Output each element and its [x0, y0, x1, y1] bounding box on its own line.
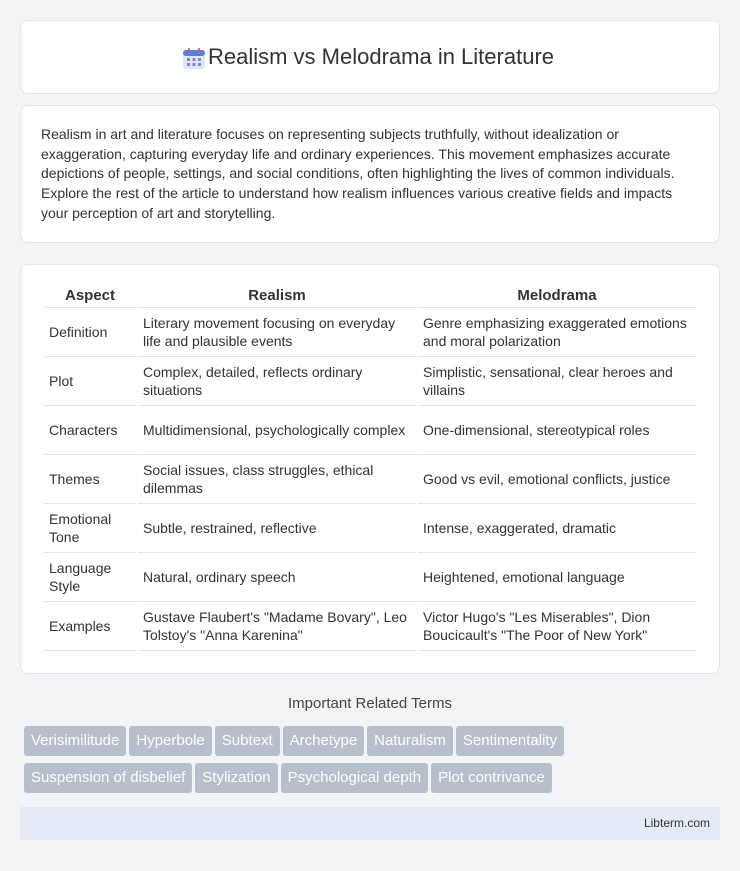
- calendar-icon: [181, 47, 207, 71]
- cell-aspect: Emotional Tone: [44, 504, 136, 553]
- table-row: [44, 406, 696, 455]
- related-term-tag[interactable]: Psychological depth: [281, 763, 428, 793]
- related-terms-list: [24, 726, 724, 800]
- cell-realism: Subtle, restrained, reflective: [138, 504, 416, 553]
- header-realism: Realism: [138, 283, 416, 308]
- table-row: [44, 308, 696, 357]
- table-row: [44, 357, 696, 406]
- cell-melodrama: Intense, exaggerated, dramatic: [418, 504, 696, 553]
- cell-melodrama: Victor Hugo's "Les Miserables", Dion Boucicault's "The Poor of New York": [418, 602, 696, 651]
- related-term-tag[interactable]: Subtext: [215, 726, 280, 756]
- cell-melodrama: Good vs evil, emotional conflicts, justice: [418, 455, 696, 504]
- related-term-tag[interactable]: Plot contrivance: [431, 763, 552, 793]
- cell-realism: Literary movement focusing on everyday life and plausible events: [138, 308, 416, 357]
- cell-realism: Complex, detailed, reflects ordinary situations: [138, 357, 416, 406]
- related-term-tag[interactable]: Verisimilitude: [24, 726, 126, 756]
- intro-card: [20, 105, 720, 243]
- header-aspect: Aspect: [44, 283, 136, 308]
- comparison-table: [42, 283, 698, 651]
- cell-aspect: Examples: [44, 602, 136, 651]
- table-row: [44, 553, 696, 602]
- cell-aspect: Language Style: [44, 553, 136, 602]
- cell-aspect: Definition: [44, 308, 136, 357]
- header-melodrama: Melodrama: [418, 283, 696, 308]
- related-term-tag[interactable]: Suspension of disbelief: [24, 763, 192, 793]
- related-term-tag[interactable]: Archetype: [283, 726, 365, 756]
- table-row: [44, 455, 696, 504]
- related-term-tag[interactable]: Naturalism: [367, 726, 453, 756]
- comparison-card: [20, 264, 720, 674]
- table-row: [44, 504, 696, 553]
- footer-site-link[interactable]: Libterm.com: [643, 816, 710, 830]
- table-row: [44, 602, 696, 651]
- cell-aspect: Plot: [44, 357, 136, 406]
- related-term-tag[interactable]: Hyperbole: [129, 726, 211, 756]
- related-term-tag[interactable]: Stylization: [195, 763, 277, 793]
- related-terms-title: Important Related Terms: [288, 695, 452, 712]
- cell-realism: Social issues, class struggles, ethical dilemmas: [138, 455, 416, 504]
- cell-melodrama: Simplistic, sensational, clear heroes and villains: [418, 357, 696, 406]
- cell-aspect: Characters: [44, 406, 136, 455]
- title-card: [20, 20, 720, 94]
- cell-melodrama: One-dimensional, stereotypical roles: [418, 406, 696, 455]
- cell-realism: Multidimensional, psychologically complex: [138, 406, 416, 455]
- table-header-row: [44, 283, 696, 308]
- cell-realism: Gustave Flaubert's "Madame Bovary", Leo Tolstoy's "Anna Karenina": [138, 602, 416, 651]
- page-title: Realism vs Melodrama in Literature: [207, 44, 555, 69]
- cell-realism: Natural, ordinary speech: [138, 553, 416, 602]
- footer: [20, 807, 720, 840]
- cell-melodrama: Heightened, emotional language: [418, 553, 696, 602]
- related-term-tag[interactable]: Sentimentality: [456, 726, 564, 756]
- intro-text: Realism in art and literature focuses on representing subjects truthfully, without idealization or exaggeration, capturing everyday life and ordinary experiences. This movement emphasizes accurate depictions of people, settings, and social conditions, often highlighting the lives of common individuals. Explore the rest of the article to understand how realism influences various creative fields and impacts your perception of art and storytelling.: [41, 126, 675, 221]
- cell-aspect: Themes: [44, 455, 136, 504]
- cell-melodrama: Genre emphasizing exaggerated emotions and moral polarization: [418, 308, 696, 357]
